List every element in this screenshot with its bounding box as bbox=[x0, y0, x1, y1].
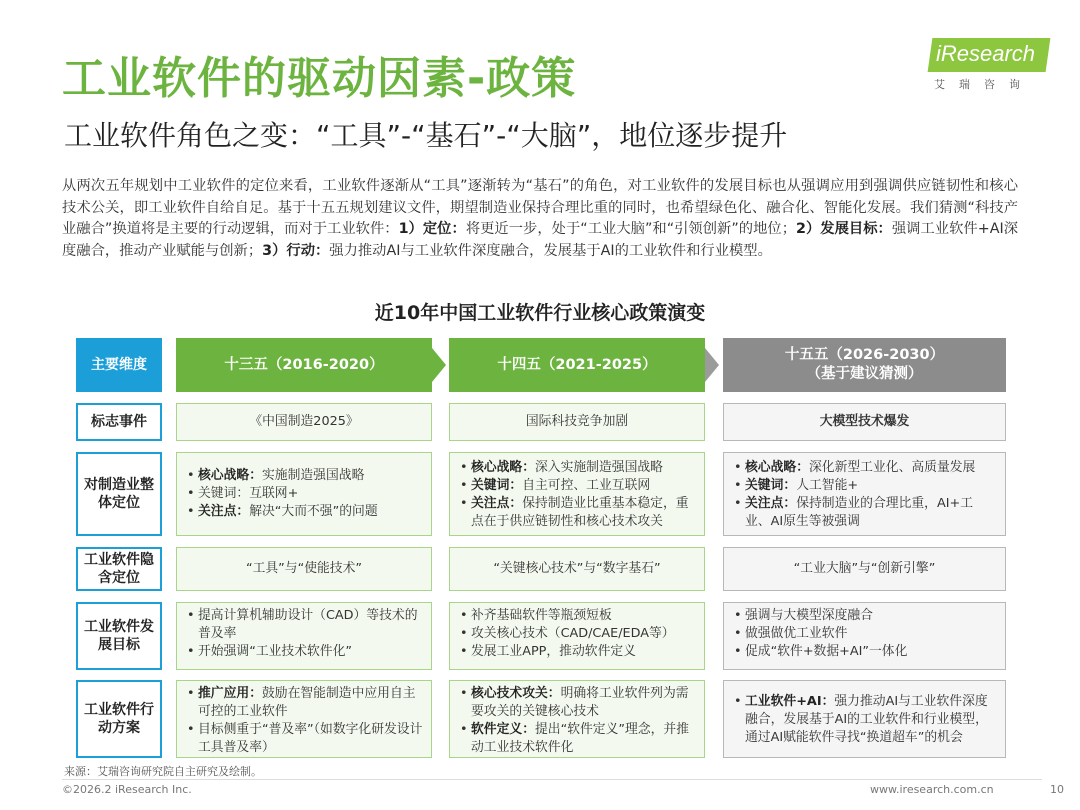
list-item: • 开始强调“工业技术软件化” bbox=[187, 643, 423, 661]
cell-text: “关键核心技术”与“数字基石” bbox=[493, 561, 661, 576]
intro-s3-label: 3）行动： bbox=[262, 242, 330, 259]
column-header-14th-text: 十四五（2021-2025） bbox=[497, 356, 657, 373]
list-item: • 强调与大模型深度融合 bbox=[734, 607, 997, 625]
cell-text: 大模型技术爆发 bbox=[819, 414, 910, 429]
row-label-events: 标志事件 bbox=[76, 403, 162, 441]
column-header-15th bbox=[723, 338, 1006, 392]
intro-s2-text: 强调工业软件+AI深度融合，推动产业赋能与创新； bbox=[62, 221, 1019, 259]
copyright-text: ©2026.2 iResearch Inc. bbox=[62, 783, 192, 796]
list-item: • 核心战略：实施制造强国战略 bbox=[187, 467, 423, 485]
website-link[interactable]: www.iresearch.com.cn bbox=[870, 783, 994, 796]
table-cell bbox=[449, 403, 705, 441]
list-item: • 发展工业APP，推动软件定义 bbox=[460, 643, 696, 661]
list-item: • 关键词：人工智能+ bbox=[734, 477, 997, 495]
arrow-icon bbox=[432, 348, 446, 382]
table-cell bbox=[176, 403, 432, 441]
list-item: • 软件定义：提出“软件定义”理念，并推动工业技术软件化 bbox=[460, 721, 696, 757]
table-cell bbox=[176, 547, 432, 591]
corner-label: 主要维度 bbox=[76, 338, 162, 392]
table-cell bbox=[723, 680, 1006, 758]
row-label-goals: 工业软件发展目标 bbox=[76, 602, 162, 670]
table-cell bbox=[723, 547, 1006, 591]
list-item: • 目标侧重于“普及率”（如数字化研发设计工具普及率） bbox=[187, 721, 423, 757]
list-item: • 关注点：解决“大而不强”的问题 bbox=[187, 503, 423, 521]
list-item: • 核心战略：深化新型工业化、高质量发展 bbox=[734, 459, 997, 477]
column-header-15th-text: 十五五（2026-2030） bbox=[784, 347, 945, 363]
row-label-actions: 工业软件行动方案 bbox=[76, 680, 162, 758]
intro-text: 从两次五年规划中工业软件的定位来看，工业软件逐渐从“工具”逐渐转为“基石”的角色，对工业软件的发展目标也从强调应用到强调供应链韧性和核心技术公关，即工业软件自给自足。基于十五五规划建议文件，期望制造业保持合理比重的同时，也希望绿色化、融合化、智能化发展。我们猜测“科技产业融合”换道将是主要的行动逻辑，而对于工业软件： bbox=[62, 178, 1018, 237]
table-cell bbox=[176, 680, 432, 758]
source-note: 来源：艾瑞咨询研究院自主研究及绘制。 bbox=[64, 765, 262, 778]
column-header-13th-text: 十三五（2016-2020） bbox=[224, 356, 384, 373]
list-item: • 关键词：自主可控、工业互联网 bbox=[460, 477, 696, 495]
table-cell bbox=[449, 452, 705, 536]
table-cell bbox=[723, 403, 1006, 441]
row-label-implied-role: 工业软件隐含定位 bbox=[76, 547, 162, 591]
column-header-14th bbox=[449, 338, 705, 392]
intro-s3-text: 强力推动AI与工业软件深度融合，发展基于AI的工业软件和行业模型。 bbox=[329, 242, 772, 259]
table-cell bbox=[449, 602, 705, 670]
table-cell bbox=[723, 452, 1006, 536]
page-subtitle: 工业软件角色之变：“工具”-“基石”-“大脑”，地位逐步提升 bbox=[64, 119, 788, 152]
list-item: • 促成“软件+数据+AI”一体化 bbox=[734, 643, 997, 661]
page-title: 工业软件的驱动因素-政策 bbox=[62, 53, 577, 104]
column-header-13th bbox=[176, 338, 432, 392]
cell-text: “工业大脑”与“创新引擎” bbox=[793, 561, 936, 576]
intro-s1-text: 将更近一步，处于“工业大脑”和“引领创新”的地位； bbox=[465, 221, 797, 237]
table-cell bbox=[723, 602, 1006, 670]
list-item: • 核心战略：深入实施制造强国战略 bbox=[460, 459, 696, 477]
list-item: • 提高计算机辅助设计（CAD）等技术的普及率 bbox=[187, 607, 423, 643]
intro-s2-label: 2）发展目标： bbox=[796, 221, 892, 237]
list-item: • 关注点：保持制造业的合理比重，AI+工业、AI原生等被强调 bbox=[734, 495, 997, 531]
page-number: 10 bbox=[1050, 783, 1064, 796]
list-item: • 补齐基础软件等瓶颈短板 bbox=[460, 607, 696, 625]
list-item: • 工业软件+AI：强力推动AI与工业软件深度融合，发展基于AI的工业软件和行业模型，通过AI赋能软件寻找“换道超车”的机会 bbox=[734, 693, 997, 747]
iresearch-logo bbox=[930, 34, 1055, 94]
intro-s1-label: 1）定位： bbox=[398, 221, 466, 237]
arrow-icon bbox=[705, 348, 719, 382]
table-cell bbox=[449, 680, 705, 758]
intro-paragraph bbox=[62, 176, 1018, 262]
table-title: 近10年中国工业软件行业核心政策演变 bbox=[374, 302, 706, 324]
table-cell bbox=[449, 547, 705, 591]
list-item: • 关键词：互联网+ bbox=[187, 485, 423, 503]
cell-text: “工具”与“使能技术” bbox=[245, 561, 363, 576]
list-item: • 关注点：保持制造业比重基本稳定，重点在于供应链韧性和核心技术攻关 bbox=[460, 495, 696, 531]
table-cell bbox=[176, 602, 432, 670]
logo-subtext: 艾瑞咨询 bbox=[934, 78, 1034, 91]
list-item: • 核心技术攻关：明确将工业软件列为需要攻关的关键核心技术 bbox=[460, 685, 696, 721]
row-label-positioning: 对制造业整体定位 bbox=[76, 452, 162, 536]
list-item: • 推广应用：鼓励在智能制造中应用自主可控的工业软件 bbox=[187, 685, 423, 721]
column-header-15th-note: （基于建议猜测） bbox=[806, 366, 923, 382]
list-item: • 做强做优工业软件 bbox=[734, 625, 997, 643]
cell-text: 国际科技竞争加剧 bbox=[525, 414, 629, 429]
logo-text: iResearch bbox=[936, 41, 1036, 66]
cell-text: 《中国制造2025》 bbox=[249, 414, 359, 429]
footer-divider bbox=[62, 779, 1042, 780]
list-item: • 攻关核心技术（CAD/CAE/EDA等） bbox=[460, 625, 696, 643]
table-cell bbox=[176, 452, 432, 536]
